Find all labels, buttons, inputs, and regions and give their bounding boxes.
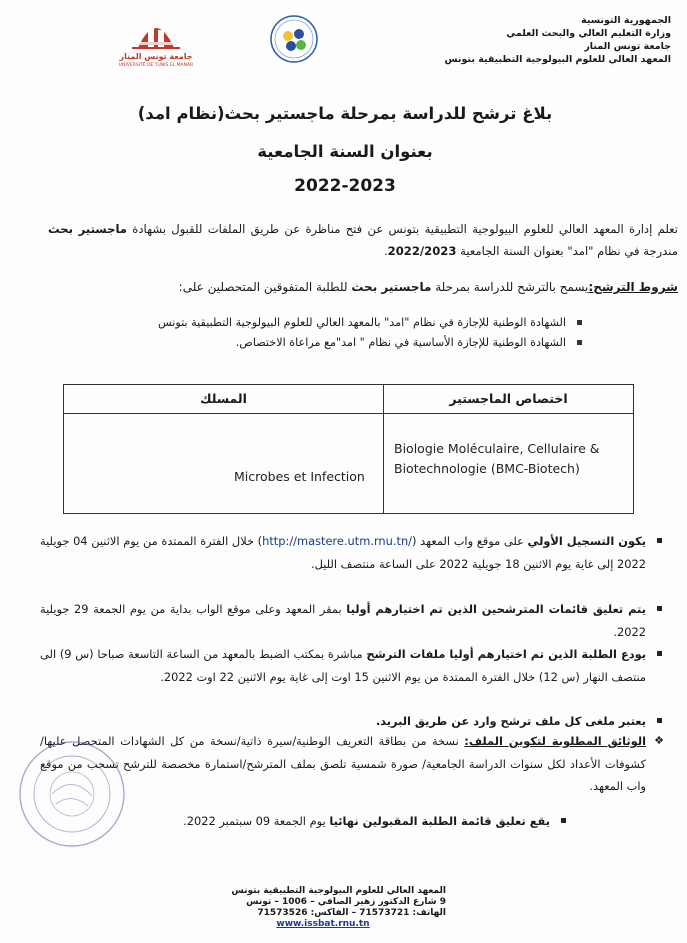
university-logo — [118, 12, 194, 72]
bullet-square-icon — [577, 320, 582, 325]
intro-paragraph — [48, 218, 678, 262]
footer-website-link[interactable]: www.issbat.rnu.tn — [276, 919, 370, 929]
step-bold: يتم تعليق قائمات المترشحين الذين تم اختيارهم أوليا — [346, 602, 646, 616]
specialty-line: Biologie Moléculaire, Cellulaire & — [394, 441, 600, 456]
footer — [200, 886, 446, 930]
academic-year: 2022-2023 — [294, 176, 396, 196]
university-emblem-icon — [118, 12, 194, 52]
table-header-track: المسلك — [200, 391, 247, 406]
step-final-list — [60, 810, 550, 833]
footer-line: الهاتف: 71573721 – الفاكس: 71573526 — [257, 908, 446, 918]
university-logo-caption-fr: UNIVERSITÉ DE TUNIS EL MANAR — [118, 63, 194, 68]
intro-bold: ماجستير بحث — [48, 222, 127, 236]
header-line: وزارة التعليم العالي والبحث العلمي — [506, 28, 671, 39]
announcement-subtitle: بعنوان السنة الجامعية — [257, 142, 433, 161]
conditions-list — [157, 313, 582, 353]
conditions-paragraph — [48, 276, 678, 298]
step-text: يوم الجمعة 09 سبتمبر 2022. — [183, 814, 330, 828]
footer-line: 9 شارع الدكتور زهير الصافي – 1006 – تونس — [246, 897, 446, 907]
list-item-text: الشهادة الوطنية للإجازة في نظام "امد" بالمعهد العالي للعلوم البيولوجية التطبيقية بتونس — [157, 316, 566, 329]
bullet-square-icon — [577, 340, 582, 345]
step-preselection — [40, 598, 646, 643]
diamond-bullet-icon: ❖ — [654, 734, 664, 747]
header-line: المعهد العالي للعلوم البيولوجية التطبيقية بتونس — [444, 54, 671, 65]
intro-text-2: مندرجة في نظام "امد" بعنوان السنة الجامعية — [456, 244, 678, 258]
step-bold: يكون التسجيل الأولي — [527, 534, 646, 548]
step-submission — [40, 643, 646, 688]
step-bold: الوثائق المطلوبة لتكوين الملف: — [464, 734, 647, 748]
intro-year: 2022/2023 — [387, 244, 457, 258]
step-registration — [40, 530, 646, 575]
announcement-title: بلاغ ترشح للدراسة بمرحلة ماجستير بحث(نظام امد) — [137, 104, 553, 123]
footer-line: المعهد العالي للعلوم البيولوجية التطبيقية بتونس — [231, 886, 446, 896]
step-text: مباشرة بمكتب الضبط بالمعهد من الساعة التاسعة صباحا (س 9) الى منتصف النهار (س 12) خلال الفترة الممتدة من يوم الاثنين 15 اوت إلى غاية يوم الاثنين 22 اوت 2022. — [40, 647, 646, 684]
step-text: بمقر المعهد وعلى موقع الواب بداية من يوم الجمعة 29 جويلية 2022. — [40, 602, 646, 639]
table-cell-specialty — [394, 439, 629, 479]
bullet-square-icon — [657, 538, 662, 543]
specialty-line: Biotechnologie (BMC-Biotech) — [394, 461, 580, 476]
intro-end: . — [383, 244, 388, 258]
list-item — [157, 313, 582, 333]
ministry-header — [444, 14, 671, 66]
step-bold: يعتبر ملغى كل ملف ترشح وارد عن طريق البريد. — [375, 714, 646, 728]
registration-link[interactable]: http://mastere.utm.rnu.tn/ — [262, 534, 413, 548]
bullet-square-icon — [561, 818, 566, 823]
institute-logo — [269, 14, 319, 64]
list-item-text: الشهادة الوطنية للإجازة الأساسية في نظام " امد"مع مراعاة الاختصاص. — [235, 336, 566, 349]
step-text: نسخة من بطاقة التعريف الوطنية/سيرة ذاتية/نسخة من كل الشهادات المتحصل عليها/كشوفات الأعداد لكل سنوات الدراسة الجامعية/ صورة شمسية تلصق بملف المترشح/استمارة مخصصة للترشح تسحب من موقع واب المعهد. — [40, 734, 646, 793]
bullet-square-icon — [657, 718, 662, 723]
header-line: الجمهورية التونسية — [581, 15, 671, 26]
university-logo-caption: جامعة تونس المنار — [119, 52, 193, 61]
table-header-specialty: اختصاص الماجستير — [449, 391, 568, 406]
conditions-label: شروط الترشح: — [588, 280, 678, 294]
conditions-text-2: للطلبة المتفوقين المتحصلين على: — [178, 280, 352, 294]
header-line: جامعة تونس المنار — [584, 41, 671, 52]
step-text: على موقع واب المعهد ( — [412, 534, 528, 548]
intro-text: تعلم إدارة المعهد العالي للعلوم البيولوجية التطبيقية بتونس عن فتح مناظرة عن طريق الملفات للقبول بشهادة — [127, 222, 678, 236]
list-item — [170, 333, 582, 353]
table-cell-track: Microbes et Infection — [234, 469, 365, 484]
step-text: ) خلال الفترة الممتدة من يوم الاثنين 04 جويلية 2022 إلى غاية يوم الاثنين 18 جويلية 2022 على الساعة منتصف الليل. — [40, 534, 646, 571]
step-bold: يقع تعليق قائمة الطلبة المقبولين نهائيا — [329, 814, 550, 828]
bullet-square-icon — [657, 651, 662, 656]
conditions-bold: ماجستير بحث — [351, 280, 432, 294]
step-bold: يودع الطلبة الذين تم اختيارهم أوليا ملفات الترشح — [366, 647, 646, 661]
bullet-square-icon — [657, 606, 662, 611]
conditions-text: يسمح بالترشح للدراسة بمرحلة — [431, 280, 589, 294]
official-stamp-icon — [12, 734, 132, 854]
program-table — [63, 384, 634, 514]
